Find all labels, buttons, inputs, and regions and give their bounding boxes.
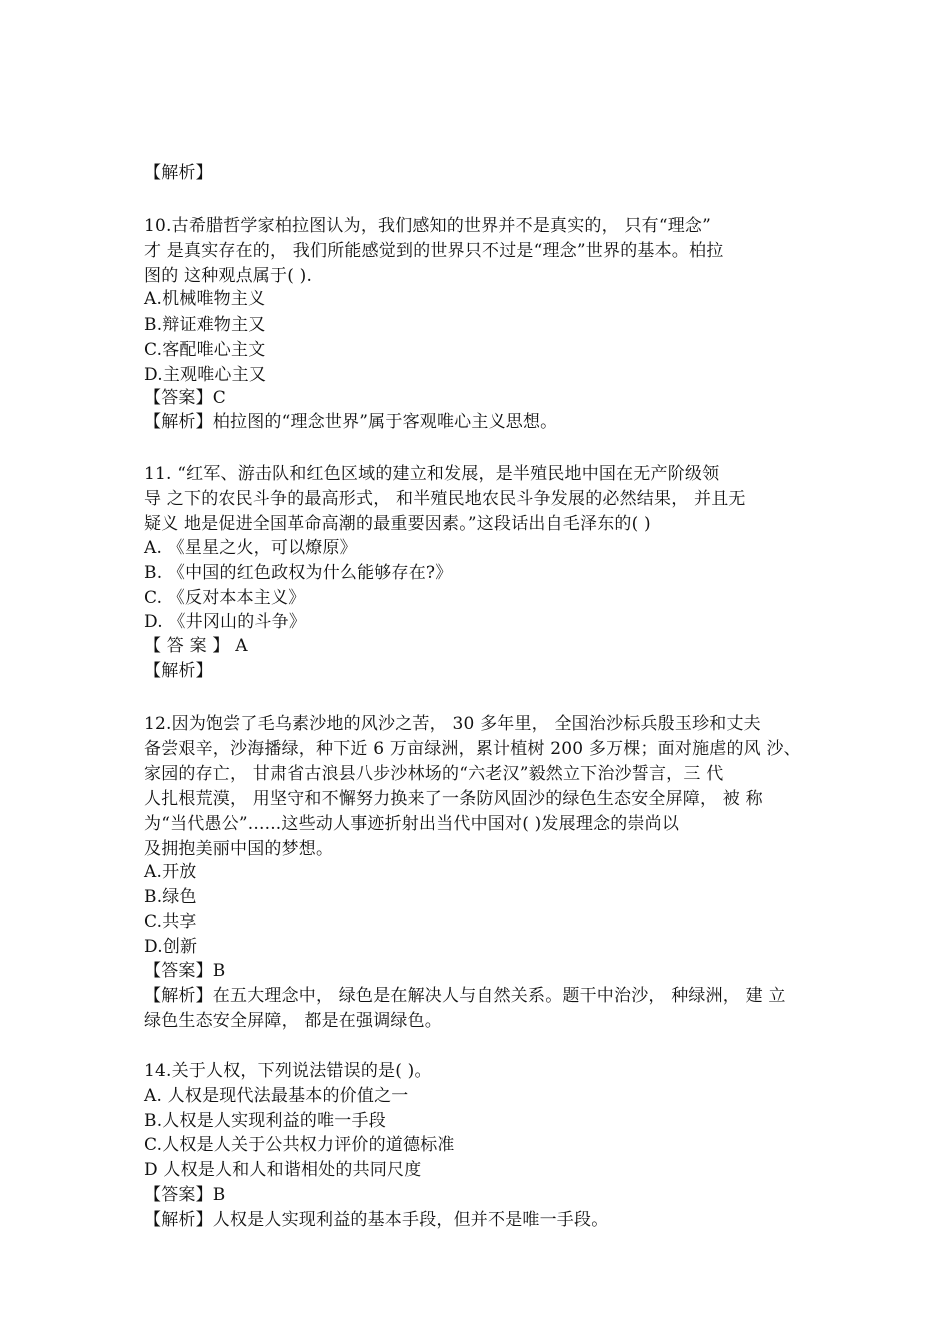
q10-stem-line-2: 才 是真实存在的， 我们所能感觉到的世界只不过是“理念”世界的基本。柏拉	[144, 241, 724, 261]
q11-analysis: 【解析】	[144, 661, 213, 681]
q10-answer: 【答案】C	[144, 388, 227, 408]
q12-option-c: C.共享	[144, 912, 197, 932]
q10-stem-line-1: 10.古希腊哲学家柏拉图认为，我们感知的世界并不是真实的， 只有“理念”	[144, 216, 712, 236]
q12-stem-line-3: 家园的存亡， 甘肃省古浪县八步沙林场的“六老汉”毅然立下治沙誓言，三 代	[144, 764, 724, 784]
q12-stem-line-1: 12.因为饱尝了毛乌素沙地的风沙之苦， 30 多年里， 全国治沙标兵殷玉珍和丈夫	[144, 714, 761, 734]
q10-option-d: D.主观唯心主又	[144, 365, 267, 385]
document-page	[144, 0, 810, 1344]
q11-option-d: D. 《井冈山的斗争》	[144, 612, 307, 632]
q12-analysis-line-2: 绿色生态安全屏障， 都是在强调绿色。	[144, 1011, 443, 1031]
q14-option-c: C.人权是人关于公共权力评价的道德标准	[144, 1135, 455, 1155]
q12-option-b: B.绿色	[144, 887, 197, 907]
q10-stem-line-3: 图的 这种观点属于( ).	[144, 266, 313, 286]
q12-stem-line-2: 备尝艰辛，沙海播绿，种下近 6 万亩绿洲，累计植树 200 多万棵；面对施虐的风 沙、	[144, 739, 801, 759]
q14-analysis: 【解析】人权是人实现利益的基本手段，但并不是唯一手段。	[144, 1210, 609, 1230]
q11-stem-line-1: 11. “红军、游击队和红色区域的建立和发展，是半殖民地中国在无产阶级领	[144, 464, 720, 484]
q14-option-b: B.人权是人实现利益的唯一手段	[144, 1111, 386, 1131]
q10-option-a: A.机械唯物主义	[144, 289, 266, 309]
q10-option-b: B.辩证难物主又	[144, 315, 266, 335]
q11-option-c: C. 《反对本本主义》	[144, 588, 306, 608]
q12-stem-line-5: 为“当代愚公”......这些动人事迹折射出当代中国对( )发展理念的崇尚以	[144, 814, 680, 834]
q14-option-d: D 人权是人和人和谐相处的共同尺度	[144, 1160, 422, 1180]
q11-option-a: A. 《星星之火，可以燎原》	[144, 538, 357, 558]
q12-analysis-line-1: 【解析】在五大理念中， 绿色是在解决人与自然关系。题干中治沙， 种绿洲， 建 立	[144, 986, 786, 1006]
q11-stem-line-2: 导 之下的农民斗争的最高形式， 和半殖民地农民斗争发展的必然结果， 并且无	[144, 489, 746, 509]
q11-option-b: B. 《中国的红色政权为什么能够存在?》	[144, 563, 453, 583]
q14-answer: 【答案】B	[144, 1185, 226, 1205]
q10-option-c: C.客配唯心主文	[144, 340, 266, 360]
q14-stem-line-1: 14.关于人权，下列说法错误的是( )。	[144, 1061, 432, 1081]
q12-option-d: D.创新	[144, 937, 198, 957]
q14-option-a: A. 人权是现代法最基本的价值之一	[144, 1086, 409, 1106]
q12-stem-line-6: 及拥抱美丽中国的梦想。	[144, 839, 334, 859]
q11-stem-line-3: 疑义 地是促进全国革命高潮的最重要因素。”这段话出自毛泽东的( )	[144, 514, 651, 534]
top-analysis-label: 【解析】	[144, 163, 213, 183]
q12-option-a: A.开放	[144, 862, 197, 882]
q12-answer: 【答案】B	[144, 961, 226, 981]
q12-stem-line-4: 人扎根荒漠， 用坚守和不懈努力换来了一条防风固沙的绿色生态安全屏障， 被 称	[144, 789, 763, 809]
q11-answer: 【 答 案 】 A	[144, 636, 248, 656]
q10-analysis: 【解析】柏拉图的“理念世界”属于客观唯心主义思想。	[144, 412, 558, 432]
